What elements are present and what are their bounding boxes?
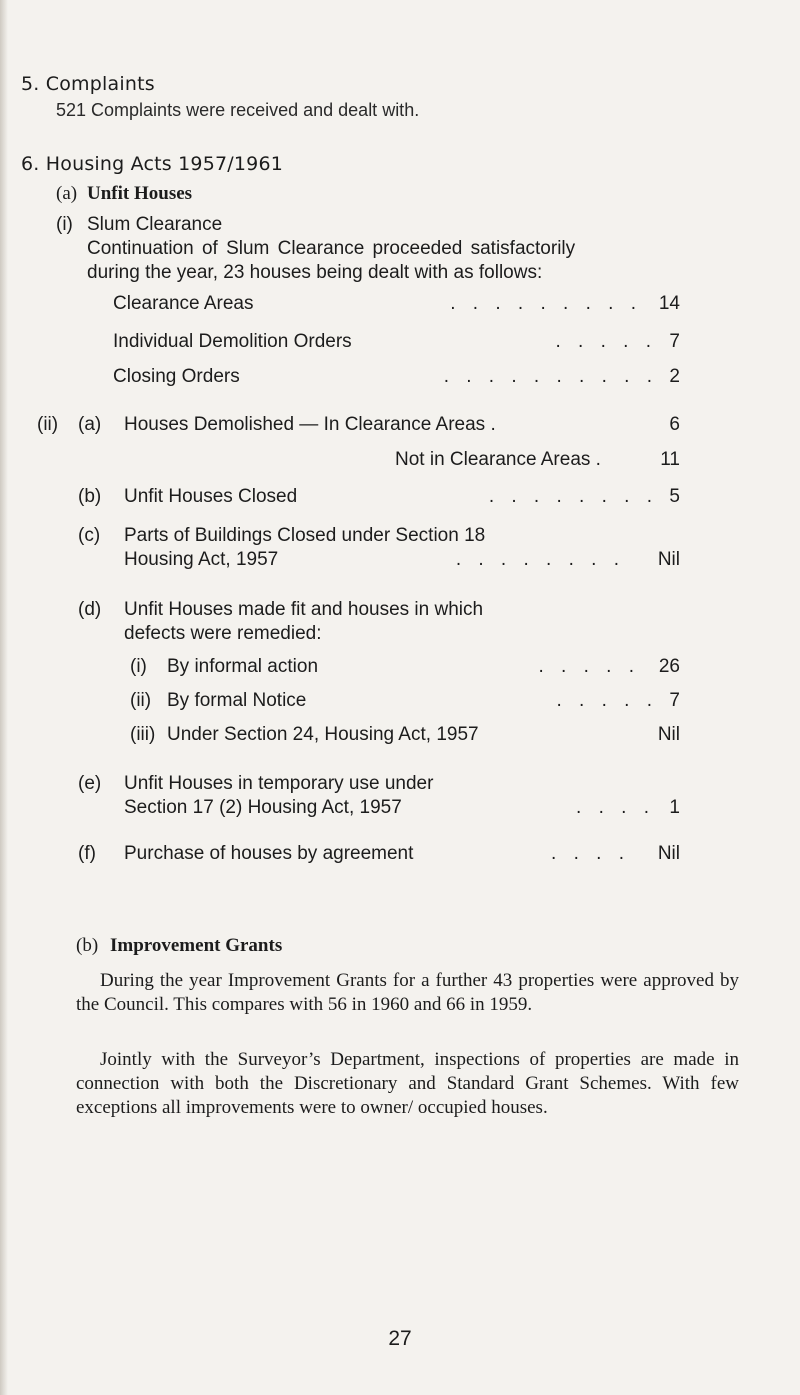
subsection-b-number: (b)	[76, 935, 99, 956]
subsection-b-heading: Improvement Grants	[110, 935, 283, 956]
demolition-orders-label: Individual Demolition Orders	[113, 331, 352, 352]
leader-dots: . . . . . . . .	[455, 549, 625, 570]
houses-made-fit-line-2: defects were remedied:	[124, 623, 322, 644]
leader-dots: . . . . .	[538, 656, 640, 677]
temporary-use-line-1: Unfit Houses in temporary use under	[124, 773, 434, 794]
section-5-heading: 5. Complaints	[21, 73, 155, 95]
temporary-use-line-2: Section 17 (2) Housing Act, 1957	[124, 797, 402, 818]
leader-dots: . . . . . . . . .	[450, 293, 642, 314]
item-ii-c-number: (c)	[78, 525, 101, 546]
page-number: 27	[388, 1327, 412, 1350]
item-ii-b-number: (b)	[78, 486, 102, 507]
leader-dots: . . . . .	[555, 331, 657, 352]
not-in-clearance-label: Not in Clearance Areas .	[395, 449, 601, 470]
item-ii-d-number: (d)	[78, 599, 102, 620]
leader-dots: . . . . .	[556, 690, 658, 711]
houses-demolished-clearance-value: 6	[669, 414, 680, 435]
closing-orders-value: 2	[669, 366, 680, 387]
improvement-grants-paragraph-2: Jointly with the Surveyor’s Department, inspections of properties are made in connection with both the Discretionary and Standard Grant Schemes. With few exceptions all improvements were to owner/ occupied houses.	[76, 1049, 739, 1118]
clearance-areas-label: Clearance Areas	[113, 293, 254, 314]
page-edge-shadow	[0, 0, 8, 1395]
closing-orders-label: Closing Orders	[113, 366, 240, 387]
section-6-heading: 6. Housing Acts 1957/1961	[21, 153, 284, 175]
item-ii-number: (ii)	[37, 414, 59, 435]
parts-of-buildings-value: Nil	[657, 549, 680, 570]
item-i-title: Slum Clearance	[87, 214, 223, 235]
item-ii-f-number: (f)	[78, 843, 96, 864]
informal-action-value: 26	[658, 656, 680, 677]
section-5-text: 521 Complaints were received and dealt with.	[56, 100, 420, 120]
section-24-number: (iii)	[130, 724, 156, 745]
houses-demolished-label: Houses Demolished — In Clearance Areas .	[124, 414, 496, 435]
not-in-clearance-value: 11	[660, 449, 680, 470]
unfit-houses-closed-label: Unfit Houses Closed	[124, 486, 298, 507]
temporary-use-value: 1	[669, 797, 680, 818]
leader-dots: . . . . . . . . . .	[443, 366, 658, 387]
leader-dots: . . . .	[576, 797, 655, 818]
item-ii-a-number: (a)	[78, 414, 102, 435]
informal-action-label: By informal action	[167, 656, 319, 677]
item-ii-e-number: (e)	[78, 773, 102, 794]
leader-dots: . . . . . . . .	[488, 486, 658, 507]
improvement-grants-paragraph-1: During the year Improvement Grants for a further 43 properties were approved by the Council. This compares with 56 in 1960 and 66 in 1959.	[76, 970, 739, 1015]
subsection-a-number: (a)	[56, 183, 78, 204]
subsection-a-heading: Unfit Houses	[87, 183, 193, 204]
section-24-value: Nil	[657, 724, 680, 745]
purchase-by-agreement-value: Nil	[657, 843, 680, 864]
formal-notice-value: 7	[669, 690, 680, 711]
informal-action-number: (i)	[130, 656, 147, 677]
houses-made-fit-line-1: Unfit Houses made fit and houses in which	[124, 599, 484, 620]
leader-dots: . . . .	[551, 843, 630, 864]
item-i-number: (i)	[56, 214, 73, 235]
purchase-by-agreement-label: Purchase of houses by agreement	[124, 843, 414, 864]
parts-of-buildings-line-1: Parts of Buildings Closed under Section 18	[124, 525, 486, 546]
section-24-label: Under Section 24, Housing Act, 1957	[167, 724, 479, 745]
item-i-line-1: Continuation of Slum Clearance proceeded satisfactorily	[87, 238, 576, 259]
formal-notice-number: (ii)	[130, 690, 152, 711]
formal-notice-label: By formal Notice	[167, 690, 307, 711]
parts-of-buildings-line-2: Housing Act, 1957	[124, 549, 279, 570]
demolition-orders-value: 7	[669, 331, 680, 352]
unfit-houses-closed-value: 5	[669, 486, 680, 507]
clearance-areas-value: 14	[658, 293, 680, 314]
item-i-line-2: during the year, 23 houses being dealt with as follows:	[87, 262, 543, 283]
